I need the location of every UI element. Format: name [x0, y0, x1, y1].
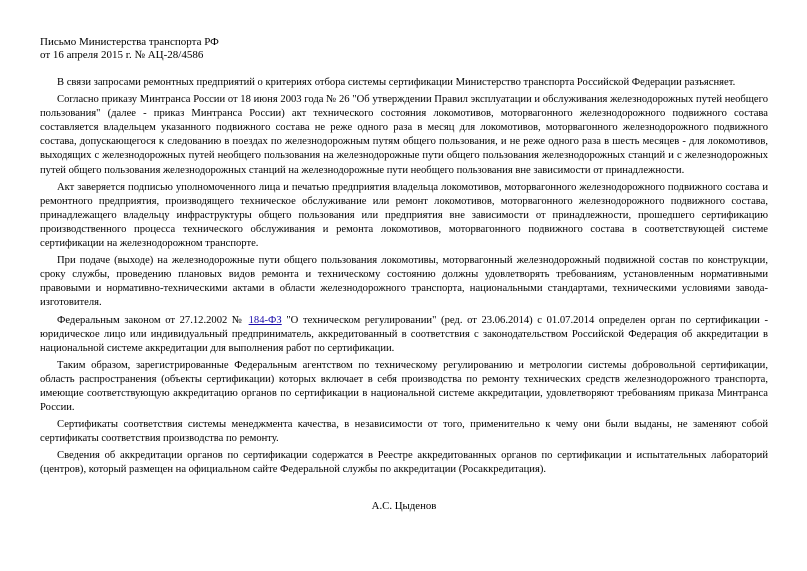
document-page [40, 36, 768, 513]
signature: А.С. Цыденов [371, 499, 437, 512]
document-title: Письмо Министерства транспорта РФ [40, 36, 219, 48]
federal-law-text-before: Федеральным законом от 27.12.2002 № [57, 314, 249, 326]
paragraph-quality-certificates: Сертификаты соответствия системы менеджмента качества, в независимости от того, применительно к чему они были выданы, не заменяют собой сертификаты соответствия производства по ремонту. [40, 419, 768, 445]
document-body [40, 76, 768, 478]
paragraph-rolling-stock-requirements: При подаче (выходе) на железнодорожные пути общего пользования локомотивы, моторвагонный железнодорожный подвижной состав по конструкции, сроку службы, проведению плановых видов ремонта и техническому состоянию должны удовлетворять требованиям, установленным нормативными правовыми и нормативно-техническими актами в области железнодорожного транспорта, национальными стандартами, техническими условиями завода-изготовителя. [40, 255, 768, 309]
federal-law-text-after: "О техническом регулировании" (ред. от 23.06.2014) с 01.07.2014 определен орган по сертификации - юридическое лицо или индивидуальный предприниматель, аккредитованный в соответствия с законодательством Российской Федерация об аккредитации в национальной системе аккредитации для выполнения работ по сертификации. [40, 314, 768, 354]
paragraph-act-certification: Акт заверяется подписью уполномоченного лица и печатью предприятия владельца локомотивов, моторвагонного железнодорожного подвижного состава и ремонтного предприятия, производящего техническое обслуживание или ремонт локомотивов, моторвагонного железнодорожного подвижного состава, принадлежащего владельцу инфраструктуры общего пользования или предприятия вне зависимости от принадлежности, прошедшего сертификацию производственного процесса технического обслуживания и ремонта локомотивов, моторвагонного подвижного состава в соответствующей системе сертификации на железнодорожном транспорте. [40, 181, 768, 250]
law-184-fz-link[interactable]: 184-ФЗ [248, 314, 282, 326]
document-date-number: от 16 апреля 2015 г. № АЦ-28/4586 [40, 49, 204, 61]
paragraph-conclusion: Таким образом, зарегистрированные Федеральным агентством по техническому регулированию и метрологии системы добровольной сертификации, область распространения (объекты сертификации) которых включает в себя производства по ремонту технических средств железнодорожного транспорта, имеющие соответствующую аккредитацию органов по сертификации в национальной системе аккредитации, удовлетворяют требованиям приказа Минтранса России. [40, 359, 768, 414]
document-header [40, 36, 768, 62]
paragraph-order-26: Согласно приказу Минтранса России от 18 июня 2003 года № 26 "Об утверждении Правил эксплуатации и обслуживания железнодорожных путей необщего пользования" (далее - приказ Минтранса России) акт технического состояния локомотивов, моторвагонного железнодорожного подвижного состава составляется владельцем указанного подвижного состава не реже одного раза в месяц для локомотивов, моторвагонного железнодорожного подвижного состава, допускающегося к следованию в поездах по железнодорожным путям общего пользования, и не реже одного раза в шесть месяцев - для локомотивов, выходящих с железнодорожных путей необщего пользования на железнодорожные пути общего пользования железнодорожных станций и с железнодорожных путей общего пользования железнодорожных станций на железнодорожные пути необщего пользования вне зависимости от принадлежности. [40, 94, 768, 176]
paragraph-intro: В связи запросами ремонтных предприятий о критериях отбора системы сертификации Министерство транспорта Российской Федерации разъясняет. [57, 77, 736, 88]
paragraph-accreditation-registry: Сведения об аккредитации органов по сертификации содержатся в Реестре аккредитованных органов по сертификации и испытательных лабораторий (центров), который размещен на официальном сайте Федеральной службы по аккредитации (Росаккредитация). [40, 450, 768, 476]
paragraph-federal-law [40, 314, 768, 356]
